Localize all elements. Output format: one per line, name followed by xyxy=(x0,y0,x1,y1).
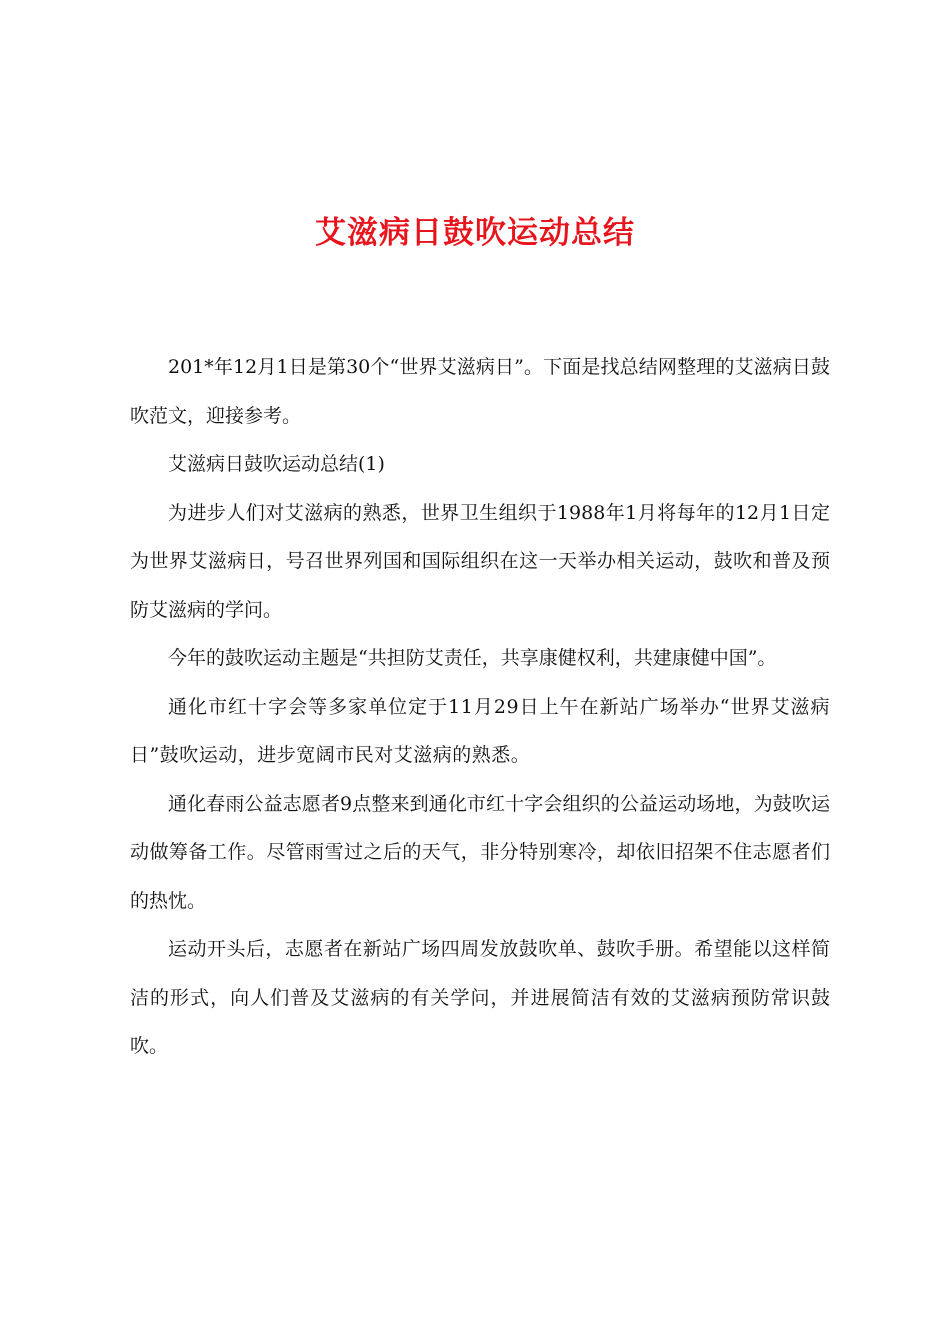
document-body xyxy=(130,343,830,1071)
paragraph-background: 为进步人们对艾滋病的熟悉，世界卫生组织于1988年1月将每年的12月1日定为世界艾滋病日，号召世界列国和国际组织在这一天举办相关运动，鼓吹和普及预防艾滋病的学问。 xyxy=(130,501,830,621)
paragraph-intro: 201*年12月1日是第30个“世界艾滋病日”。下面是找总结网整理的艾滋病日鼓吹范文，迎接参考。 xyxy=(130,356,830,427)
paragraph-event: 通化市红十字会等多家单位定于11月29日上午在新站广场举办“世界艾滋病日”鼓吹运动，进步宽阔市民对艾滋病的熟悉。 xyxy=(130,695,830,766)
paragraph-theme: 今年的鼓吹运动主题是“共担防艾责任，共享康健权利，共建康健中国”。 xyxy=(168,647,777,669)
paragraph-subheading: 艾滋病日鼓吹运动总结(1) xyxy=(168,453,385,475)
paragraph-volunteers: 通化春雨公益志愿者9点整来到通化市红十字会组织的公益运动场地，为鼓吹运动做筹备工作。尽管雨雪过之后的天气，非分特别寒冷，却依旧招架不住志愿者们的热忱。 xyxy=(130,792,830,912)
paragraph-activity: 运动开头后，志愿者在新站广场四周发放鼓吹单、鼓吹手册。希望能以这样简洁的形式，向人们普及艾滋病的有关学问，并进展简洁有效的艾滋病预防常识鼓吹。 xyxy=(130,938,830,1057)
document-title: 艾滋病日鼓吹运动总结 xyxy=(315,215,635,251)
